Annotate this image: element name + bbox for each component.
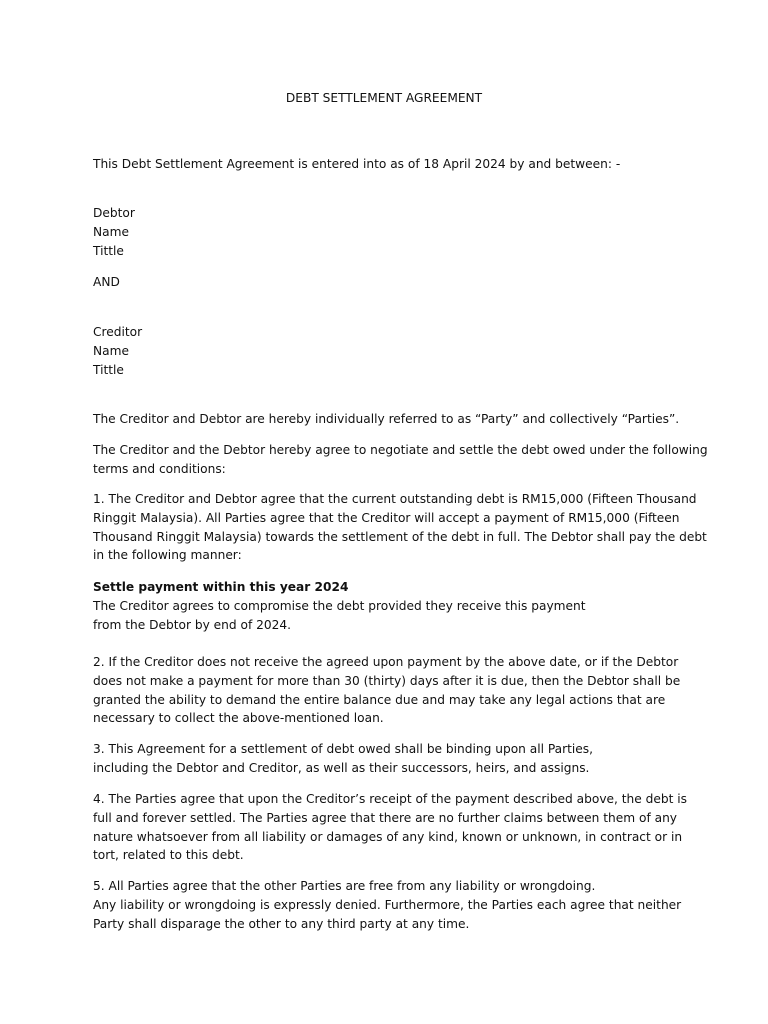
debtor-heading: Debtor bbox=[93, 206, 135, 220]
payment-terms-heading: Settle payment within this year 2024 bbox=[93, 580, 349, 594]
clause-2-line: does not make a payment for more than 30 (thirty) days after it is due, then the Debtor shall be bbox=[93, 673, 681, 688]
clause-4-line: 4. The Parties agree that upon the Creditor’s receipt of the payment described above, the debt is bbox=[93, 792, 688, 806]
clause-2-line: granted the ability to demand the entire balance due and may take any legal actions that are bbox=[93, 692, 666, 707]
clause-3-line: 3. This Agreement for a settlement of debt owed shall be binding upon all Parties, bbox=[93, 742, 594, 756]
clause-1-line: in the following manner: bbox=[93, 548, 242, 563]
clause-2-paragraph bbox=[93, 653, 693, 728]
intro-paragraph bbox=[93, 155, 693, 174]
clause-4-line: tort, related to this debt. bbox=[93, 848, 244, 863]
debtor-title-label: Tittle bbox=[93, 243, 124, 258]
creditor-heading: Creditor bbox=[93, 325, 143, 339]
clause-1-line: 1. The Creditor and Debtor agree that the current outstanding debt is RM15,000 (Fifteen Thousand bbox=[93, 492, 697, 506]
clause-5-paragraph bbox=[93, 877, 693, 933]
party-definition-paragraph bbox=[93, 410, 693, 429]
party-definition-line: The Creditor and Debtor are hereby individually referred to as “Party” and collectively “Parties”. bbox=[93, 412, 680, 426]
creditor-block bbox=[93, 323, 693, 379]
clause-4-line: full and forever settled. The Parties agree that there are no further claims between them of any bbox=[93, 810, 678, 825]
clause-3-line: including the Debtor and Creditor, as well as their successors, heirs, and assigns. bbox=[93, 760, 590, 775]
clause-2-line: 2. If the Creditor does not receive the agreed upon payment by the above date, or if the Debtor bbox=[93, 655, 679, 669]
clause-4-paragraph bbox=[93, 790, 693, 865]
intro-line: This Debt Settlement Agreement is entered into as of 18 April 2024 by and between: - bbox=[93, 157, 621, 171]
and-label: AND bbox=[93, 275, 120, 289]
agreement-intro-line: The Creditor and the Debtor hereby agree to negotiate and settle the debt owed under the following bbox=[93, 443, 708, 457]
document-title: DEBT SETTLEMENT AGREEMENT bbox=[285, 91, 483, 105]
clause-5-line: Party shall disparage the other to any third party at any time. bbox=[93, 916, 470, 931]
debtor-name-label: Name bbox=[93, 224, 129, 239]
agreement-intro-paragraph bbox=[93, 441, 708, 479]
clause-1-line: Thousand Ringgit Malaysia) towards the settlement of the debt in full. The Debtor shall pay the debt bbox=[93, 529, 707, 544]
and-separator bbox=[93, 273, 693, 292]
clause-5-line: 5. All Parties agree that the other Parties are free from any liability or wrongdoing. bbox=[93, 879, 596, 893]
debtor-block bbox=[93, 204, 693, 260]
clause-1-paragraph bbox=[93, 490, 707, 565]
payment-terms-block bbox=[93, 578, 693, 634]
creditor-name-label: Name bbox=[93, 343, 129, 358]
payment-terms-line: The Creditor agrees to compromise the debt provided they receive this payment bbox=[93, 598, 586, 613]
clause-5-line: Any liability or wrongdoing is expressly denied. Furthermore, the Parties each agree that neither bbox=[93, 897, 682, 912]
creditor-title-label: Tittle bbox=[93, 362, 124, 377]
clause-3-paragraph bbox=[93, 740, 693, 778]
agreement-intro-line: terms and conditions: bbox=[93, 461, 226, 476]
clause-2-line: necessary to collect the above-mentioned loan. bbox=[93, 711, 384, 726]
payment-terms-line: from the Debtor by end of 2024. bbox=[93, 617, 292, 632]
clause-1-line: Ringgit Malaysia). All Parties agree that the Creditor will accept a payment of RM15,000 (Fifteen bbox=[93, 510, 680, 525]
clause-4-line: nature whatsoever from all liability or damages of any kind, known or unknown, in contract or in bbox=[93, 829, 683, 844]
